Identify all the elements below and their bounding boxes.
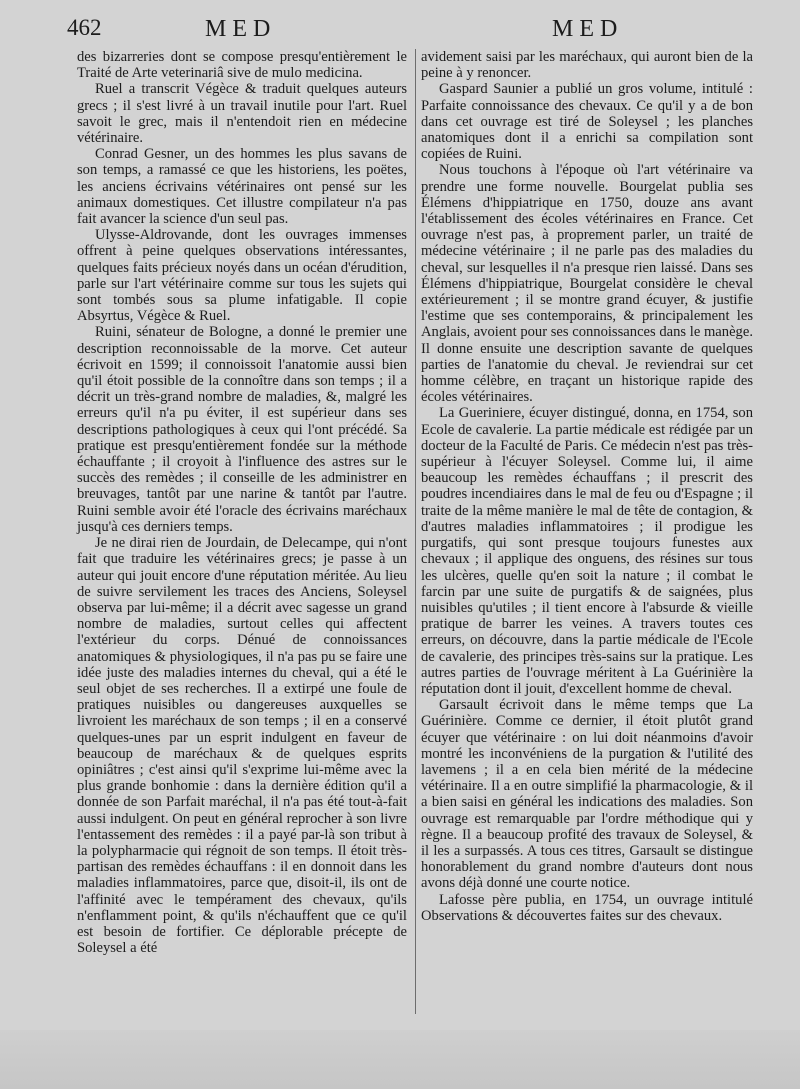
paragraph: Ruel a transcrit Végèce & traduit quelques auteurs grecs ; il s'est livré à un travail inutile pour l'art. Ruel savoit le grec, mais il n'entendoit rien en médecine vétérinaire. (77, 81, 407, 147)
paragraph: avidement saisi par les maréchaux, qui auront bien de la peine à y renoncer. (421, 49, 753, 82)
paragraph: Je ne dirai rien de Jourdain, de Delecampe, qui n'ont fait que traduire les vétérinaires grecs; je passe à un auteur qui jouit encore d'une réputation méritée. Au lieu de suivre servilement les traces des Anciens, Soleysel observa par lui-même; il a décrit avec sagesse un grand nombre de maladies, surtout celles qui affectent l'extérieur du corps. Dénué de connoissances anatomiques & physiologiques, il n'a pas pu se faire une idée juste des maladies internes du cheval, qui a été le seul objet de ses recherches. Il a extirpé une foule de pratiques nuisibles ou dangereuses auxquelles se livroient les maréchaux de son temps ; il en a conservé quelques-unes par un esprit indulgent en faveur de beaucoup de maréchaux & de quelques esprits opiniâtres ; c'est ainsi qu'il s'exprime lui-même avec la plus grande bonhomie : dans la dernière édition qu'il a donnée de son Parfait maréchal, il n'a pas été tout-à-fait aussi indulgent. On peut en général reprocher à son livre l'entassement des remèdes : il a payé par-là son tribut à la polypharmacie qui régnoit de son temps. Il étoit très-partisan des remèdes échauffans : il en donnoit dans les maladies inflammatoires, parce que, disoit-il, ils ont de l'affinité avec le tempérament des chevaux, qu'ils n'enflamment point, & qu'ils n'échauffent que ce qu'il est besoin de fortifier. Ce déplorable précepte de Soleysel a été (77, 535, 407, 957)
paragraph: Ruini, sénateur de Bologne, a donné le premier une description reconnoissable de la morve. Cet auteur écrivoit en 1599; il connoissoit l'anatomie aussi bien qu'il étoit possible de la connoître dans son temps ; il a décrit un très-grand nombre de maladies, &, malgré les erreurs qu'il n'a pu éviter, il est supérieur dans ses descriptions pathologiques à ceux qui l'ont précédé. Sa pratique est presqu'entièrement fondée sur la méthode échauffante ; il croyoit à l'influence des astres sur le succès des remèdes ; il conseille de les administrer en breuvages, tantôt par une narine & tantôt par l'autre. Ruini semble avoir été l'oracle des écrivains maréchaux jusqu'à ces derniers temps. (77, 324, 407, 535)
paragraph: Conrad Gesner, un des hommes les plus savans de son temps, a ramassé ce que les historiens, les poëtes, les anciens écrivains vétérinaires ont pensé sur les animaux domestiques. Cet illustre compilateur n'a pas fait avancer la science d'un seul pas. (77, 146, 407, 228)
paragraph: Lafosse père publia, en 1754, un ouvrage intitulé Observations & découvertes faites sur des chevaux. (421, 891, 753, 924)
headword-left: MED (205, 16, 277, 42)
paragraph: Ulysse-Aldrovande, dont les ouvrages immenses offrent à peine quelques observations intéressantes, quelques faits précieux noyés dans un océan d'érudition, parle sur l'art vétérinaire comme sur tous les sujets qui sont tombés sous sa plume infatigable. Il copie Absyrtus, Végèce & Ruel. (77, 227, 407, 325)
headword-right: MED (552, 16, 624, 42)
paragraph: La Gueriniere, écuyer distingué, donna, en 1754, son Ecole de cavalerie. La partie médicale est rédigée par un docteur de la Faculté de Paris. Ce médecin n'est pas très-supérieur à l'écuyer Soleysel. Comme lui, il aime beaucoup les remèdes échauffans ; il prescrit des poudres incendiaires dans le mal de feu ou d'Espagne ; il traite de la même manière le mal de tête de contagion, & d'autres maladies inflammatoires ; il prodigue les purgatifs, qui sont presque toujours funestes aux chevaux ; il applique des onguens, des résines sur tous les ulcères, quelle qu'en soit la nature ; il combat le farcin par une suite de purgatifs & de saignées, plus nuisibles qu'utiles ; il tient encore à l'absurde & vieille pratique de barrer les veines. A travers toutes ces erreurs, on découvre, dans la partie médicale de l'Ecole de cavalerie, des principes très-sains sur la pratique. Les autres parties de l'ouvrage méritent à La Guérinière la réputation dont il jouit, d'excellent homme de cheval. (421, 405, 753, 697)
paragraph: Nous touchons à l'époque où l'art vétérinaire va prendre une forme nouvelle. Bourgelat publia ses Élémens d'hippiatrique en 1750, douze ans avant l'établissement des écoles vétérinaires en France. Cet ouvrage n'est pas, à proprement parler, un traité de médecine vétérinaire ; il ne parle pas des maladies du cheval, sur lesquelles il n'a presque rien laissé. Dans ses Élémens d'hippiatrique, Bourgelat considère le cheval extérieurement ; il se montre grand écuyer, & justifie l'estime que ses contemporains, & principalement les Anglais, avoient pour ses connoissances dans le manège. Il donne ensuite une description savante de quelques parties de l'anatomie du cheval. Je reviendrai sur cet homme célèbre, en traçant un historique rapide des écoles vétérinaires. (421, 162, 753, 406)
left-column (77, 49, 407, 956)
running-header (0, 0, 800, 50)
paragraph: Gaspard Saunier a publié un gros volume, intitulé : Parfaite connoissance des chevaux. Ce qu'il y a de bon dans cet ouvrage est tiré de Soleysel ; les planches anatomiques dont il a enrichi sa compilation sont copiées de Ruini. (421, 81, 753, 163)
column-divider (415, 49, 416, 1014)
paragraph: des bizarreries dont se compose presqu'entièrement le Traité de Arte veterinariâ sive de mulo medicina. (77, 49, 407, 82)
right-column (421, 49, 753, 924)
paragraph: Garsault écrivoit dans le même temps que La Guérinière. Comme ce dernier, il étoit plutôt grand écuyer que vétérinaire : on lui doit néanmoins d'avoir montré les inconvéniens de la purgation & l'utilité des lavemens ; il a en cela bien mérité de la médecine vétérinaire. Il a en outre simplifié la pharmacologie, & il a bien saisi en général les indications des maladies. Son ouvrage est remarquable par l'ordre méthodique qui y règne. Il a beaucoup profité des travaux de Soleysel, & il les a surpassés. A tous ces titres, Garsault se distingue honorablement du grand nombre d'auteurs dont nous avons déjà donné une courte notice. (421, 697, 753, 892)
page-bottom-margin (0, 1030, 800, 1089)
page-number: 462 (67, 15, 102, 40)
